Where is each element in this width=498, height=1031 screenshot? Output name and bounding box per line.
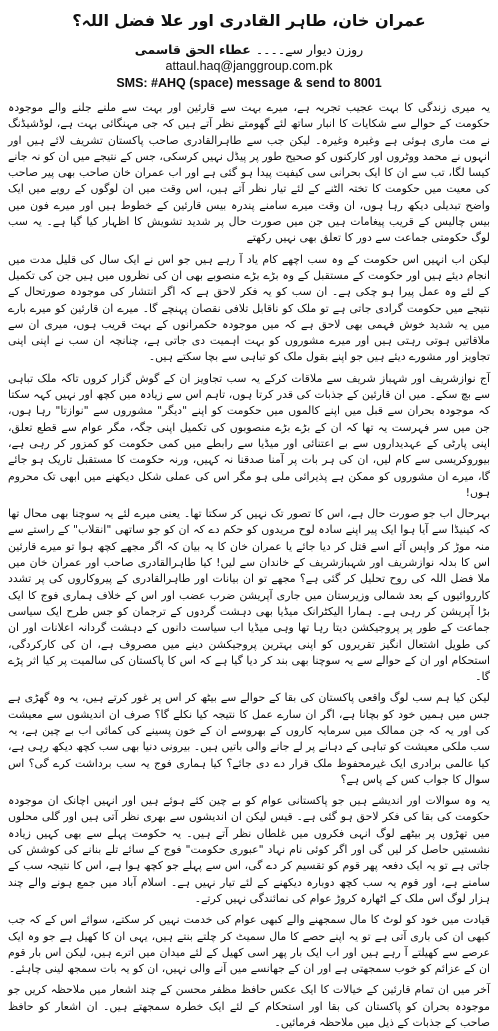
author-name: عطاء الحق قاسمی: [134, 42, 251, 57]
paragraph: قیادت میں خود کو لوٹ کا مال سمجھنے والے کبھی عوام کی خدمت نہیں کر سکتے، سوائے اس کے کہ جب کبھی ان کی باری آتی ہے تو یہ اپنے حصے کا مال سمیٹ کر چلتے بنتے ہیں، یہی ان کا کھیل ہے جو وہ ایک عرصے سے کھیلتے آ رہے ہیں اور اب ایک بار پھر اسی کھیل کے لئے میدان میں اترے ہیں، لیکن اس بار قوم ان کے عزائم کو خوب سمجھتی ہے اور ان کے جھانسے میں آنے والی نہیں، ان کو یہ بات سمجھ لینی چاہئے۔: [8, 913, 490, 976]
paragraph: یہ میری زندگی کا بہت عجیب تجربہ ہے، میرے بہت سے قارئین اور بہت سے ملنے جلنے والے موجودہ حکومت کے حوالے سے شکایات کا انبار ساتھ لئے گھومتے نظر آتے ہیں کہ جی مہنگائی بہت ہے، لوڈشیڈنگ نے مت ماری ہوئی ہے وغیرہ وغیرہ۔ لیکن جب سے طاہرالقادری صاحب پاکستان تشریف لائے ہیں اور انہوں نے محمد ووٹروں اور کارکنوں کو صحیح طور پر پیڈل نہیں کرسکی، جس کے نتیجے میں ان کو نہ جانے کیسا لگا، تب سے ان کا ایک بحرانی سی کیفیت پیدا ہو گئی ہے اور اب عمران خان صاحب بھی پیر صاحب کی معیت میں حکومت کا تختہ الٹنے کے لئے تیار نظر آتے ہیں، اس وقت میں ان لوگوں کے رویے میں ایک واضح تبدیلی دیکھ رہا ہوں، ان وقت میرے سامنے پندرہ بیس قارئین کے خطوط ہیں اور میرے فون میں بیس چالیس کے قریب پیغامات ہیں جن میں صورت حال پر شدید تشویش کا اظہار کیا گیا ہے۔ یہ سب لوگ حکومتی جماعت سے دور کا تعلق بھی نہیں رکھتے: [8, 101, 490, 245]
paragraph: آج نوازشریف اور شہباز شریف سے ملاقات کرکے یہ سب تجاویز ان کے گوش گزار کروں تاکہ ملک تباہی سے بچ سکے۔ میں ان قارئین کے جذبات کی قدر کرتا ہوں، تاہم اس سے زیادہ میں کچھ اور نہیں کہہ سکتا کہ موجودہ بحران سے قبل میں اپنے کالموں میں حکومت کو اپنے "دیگر" مشوروں سے "نوازتا" رہا ہوں، جن میں سر فہرست یہ تھا کہ ان کے بڑے بڑے منصوبوں کی تکمیل اپنی جگہ، مگر عوام سے قطع تعلق، اپنی پارٹی کے عہدیداروں سے بے اعتنائی اور میڈیا سے رابطے میں کمی حکومت کو کمزور کر رہی ہے، بیوروکریسی سے کام لیں، ان کی ہر بات پر آمنا صدقنا نہ کہیں، ورنہ حکومت کا مستقبل تاریک ہو جائے گا، میرے ان مشوروں کو ممکن ہے پذیرائی ملی ہو مگر اس کی عملی شکل دیکھنے میں ابھی تک محروم ہوں!: [8, 371, 490, 499]
author-email[interactable]: attaul.haq@janggroup.com.pk: [165, 59, 333, 73]
paragraph: یہ وہ سوالات اور اندیشے ہیں جو پاکستانی عوام کو بے چین کئے ہوئے ہیں اور انہیں اچانک ان موجودہ حکومت کی بقا کی فکر لاحق ہو گئی ہے۔ قیس لیکن ان اندیشوں سے بھری نظر آتی ہیں اور گلی محلوں میں تھڑوں پر بیٹھے لوگ انہی فکروں میں غلطاں نظر آتے ہیں۔ یہ حکومت پہلے سے بھی کہیں زیادہ نشستیں حاصل کر لیں گی اور اگر کوئی نام نہاد "عبوری حکومت" فوج کے سائے تلے بنانے کی کوشش کی جاتی ہے تو یہ ایک دفعہ پھر قوم کو تقسیم کر دے گی، اس سے پہلے جو کچھ ہوا ہے، اس کا نتیجہ سب کے سامنے ہے، اور قوم یہ سب کچھ دوبارہ دیکھنے کے لئے تیار نہیں ہے۔ اسلام آباد میں جمع ہونے والے چند ہزار لوگ اس ملک کے اٹھارہ کروڑ عوام کی نمائندگی نہیں کرتے۔: [8, 794, 490, 905]
article-body: [8, 100, 490, 1031]
article-title: عمران خان، طاہر القادری اور علا فضل اللہ؟: [72, 11, 426, 30]
sms-line: SMS: #AHQ (space) message & send to 8001: [116, 76, 382, 90]
byline: [8, 40, 490, 92]
closing-paragraph: آخر میں ان تمام قارئین کے خیالات کا ایک عکس حافظ مظفر محسن کے چند اشعار میں ملاحظہ کریں جو موجودہ بحران کو پاکستان کی بقا اور استحکام کے لئے ایک خطرہ سمجھتے ہیں۔ ان اشعار کو حافظ صاحب کے جذبات کے ذیل میں ملاحظہ فرمائیں۔: [8, 983, 490, 1030]
paragraph: لیکن اب انہیں اس حکومت کے وہ سب اچھے کام یاد آ رہے ہیں جو اس نے ایک سال کی قلیل مدت میں انجام دیئے ہیں اور حکومت کے مستقبل کے وہ بڑے بڑے منصوبے بھی ان کی نظروں میں ہیں جن کی تکمیل کے لئے وہ عمل پیرا ہو چکی ہے۔ ان سب کو یہ فکر لاحق ہے کہ اگر انتشار کی موجودہ صورتحال کے نتیجے میں حکومت گرادی جاتی ہے تو ملک کو ناقابل تلافی نقصان پہنچے گا۔ میرے ان قارئین کو میرے بارے میں یہ شدید خوش فہمی بھی لاحق ہے کہ میں موجودہ حکمرانوں کے بہت قریب ہوں، میری ان سے ملاقاتیں ہوتی رہتی ہیں اور میرے مشوروں کو بہت اہمیت دی جاتی ہے، چنانچہ ان سب نے اپنی اپنی تجاویز اور مشورے دیئے ہیں جو اپنے بقول ملک کو تباہی سے بچا سکتے ہیں۔: [8, 252, 490, 364]
paragraph: لیکن کیا ہم سب لوگ واقعی پاکستان کی بقا کے حوالے سے بیٹھ کر اس پر غور کرتے ہیں، یہ وہ گھڑی ہے جس میں ہمیں خود کو بچانا ہے، اگر ان سارے عمل کا نتیجہ کیا نکلے گا؟ صرف ان اندیشوں سے معیشت کی اور یہ کہ جن ممالک میں سرمایہ کاروں کے بھروسے ان کے خون پسینے کی کمائی اب بے چین ہے، یہ سب ملکی معیشت کو تباہی کے دہانے پر لے جانے والی باتیں ہیں۔ بیرونی دنیا بھی سب کچھ دیکھ رہی ہے، کیا عالمی برادری ایک غیرمحفوظ ملک قرار دے دی جائے؟ کیا ہماری فوج یہ سب برداشت کرے گی؟ اس سوال کا جواب کس کے پاس ہے؟: [8, 691, 490, 786]
paragraph: بہرحال اب جو صورت حال ہے، اس کا تصور تک نہیں کر سکتا تھا۔ یعنی میرے لئے یہ سوچنا بھی محال تھا کہ کینیڈا سے آیا ہوا ایک پیر اپنے سادہ لوح مریدوں کو حکم دے کہ ان کو جو ساتھی "انقلاب" کے راستے سے منہ موڑ کر واپس آئے اسے قتل کر دیا جائے یا عمران خان کا یہ بیان کہ اگر مجھے کچھ ہوا تو میرے قارئین اس کا بدلہ نوازشریف اور شہبازشریف کے خاندان سے لیں! کیا طاہرالقادری صاحب اور عمران خان میں ملا فضل اللہ کی روح تحلیل کر گئی ہے؟ مجھے تو ان بیانات اور طاہرالقادری کے پیروکاروں کی پر تشدد کارروائیوں کے بعد شمالی وزیرستان میں جاری آپریشن ضرب عضب اور اس کے خلاف ہماری فوج کا ایک بڑا آپریشن کر رہی ہے۔ ہمارا الیکٹرانک میڈیا بھی دہشت گردوں کے ترجمان کو جس طرح ایک سیاسی جماعت کے طور پر پروجیکشن دیتا رہا تھا وہی میڈیا اب سیاست دانوں کے دہشت گردانہ اعلانات اور ان کی طویل اشتعال انگیز تقریروں کو اپنی بہترین پروجیکشن دینے میں مصروف ہے، ان کی کارکردگی، استحکام اور ان کے حوالے سے یہ سوچنا بھی بند کر دیا گیا ہے کہ اس کا پاکستان کی سالمیت پر کیا اثر پڑے گا۔: [8, 507, 490, 684]
column-author-line: [8, 40, 490, 58]
column-name: روزن دیوار سے۔۔۔۔: [255, 42, 364, 57]
